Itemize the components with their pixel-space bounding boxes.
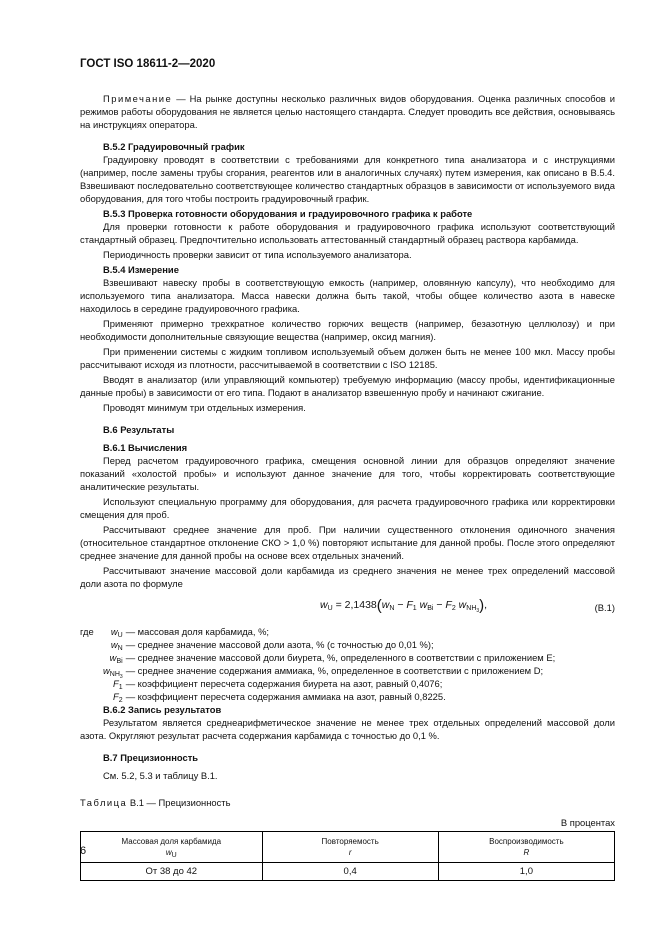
paragraph: Используют специальную программу для оборудования, для расчета градуировочного графика или корректировки смещения для проб.	[80, 496, 615, 520]
where-item	[80, 625, 555, 638]
table-unit: В процентах	[560, 817, 615, 828]
note-text: — На рынке доступны несколько различных видов оборудования. Оценка различных способов и режимов работы оборудования не является целью настоящего стандарта. Следует проводить все действия, основываясь на инструкциях оператора.	[80, 93, 615, 130]
table-cell: 1,0	[438, 863, 614, 881]
paragraph: Периодичность проверки зависит от типа используемого анализатора.	[103, 249, 412, 260]
symbol-wnh3: $w_{NH_3}$	[103, 665, 123, 680]
table-header-cell: Массовая доля карбамида $w_U$	[81, 832, 263, 863]
paragraph: Проводят минимум три отдельных измерения.	[103, 402, 306, 413]
section-heading-b6: В.6 Результаты	[103, 424, 175, 435]
table-cell: От 38 до 42	[81, 863, 263, 881]
where-text: — среднее значение массовой доли биурета, %, определенного в соответствии с приложением Е;	[125, 652, 556, 663]
paragraph: Рассчитывают среднее значение для проб. При наличии существенного отклонения одиночного значения (относительное стандартное отклонение СКО > 1,0 %) повторяют испытание для данной пробы. После этого определяют среднее значение для данной пробы на основе всех отдельных значений.	[80, 524, 615, 561]
where-text: — массовая доля карбамида, %;	[125, 626, 270, 637]
where-item	[80, 638, 555, 651]
section-heading-b61: В.6.1 Вычисления	[103, 442, 188, 453]
note-label: Примечание	[103, 93, 173, 104]
table-row	[81, 863, 615, 881]
symbol-wu: $w_U$	[110, 626, 123, 639]
page-body	[80, 92, 615, 881]
formula-number: (В.1)	[594, 602, 615, 613]
table-header-cell	[438, 832, 614, 863]
section-heading-b53: В.5.3 Проверка готовности оборудования и градуировочного графика к работе	[103, 208, 473, 219]
document-header: ГОСТ ISO 18611-2—2020	[80, 58, 216, 70]
note	[80, 92, 615, 131]
header-label: Воспроизводимость	[489, 837, 564, 846]
header-label: Повторяемость	[321, 837, 379, 846]
section-heading-b52: В.5.2 Градуировочный график	[103, 141, 245, 152]
where-item	[80, 651, 555, 664]
header-label: Массовая доля карбамида	[121, 837, 222, 846]
where-list	[80, 625, 555, 703]
where-item	[80, 664, 555, 677]
symbol-f1: $F_1$	[113, 678, 123, 691]
symbol-f2: $F_2$	[113, 691, 123, 704]
formula-expression: $w_U = 2,1438(w_N - F_1$ $w_{Bi} - F_2$ $w_{NH_3}$),	[320, 597, 488, 614]
paragraph: Перед расчетом градуировочного графика, смещения основной линии для образцов определяют значение показаний «холостой пробы» и используют данное значение для того, чтобы корректировать соответствующие аналитические результаты.	[80, 455, 615, 492]
table-header-row	[81, 832, 615, 863]
paragraph: Взвешивают навеску пробы в соответствующую емкость (например, оловянную капсулу), что необходимо для используемого типа анализатора. Масса навески должна быть такой, чтобы общее количество азота в навеске находилось в середине градуировочного графика.	[80, 277, 615, 314]
header-symbol: r	[348, 848, 352, 857]
table-caption-label: Таблица	[80, 797, 128, 808]
paragraph: Для проверки готовности к работе оборудования и градуировочного графика используют соответствующий стандартный образец. Предпочтительно использовать аттестованный стандартный образец раствора карбамида.	[80, 221, 615, 245]
symbol-wbi: $w_{Bi}$	[109, 652, 123, 665]
where-text: — среднее значение массовой доли азота, % (с точностью до 0,01 %);	[125, 639, 434, 650]
where-item	[80, 690, 555, 703]
table-caption	[80, 796, 615, 809]
section-heading-b62: В.6.2 Запись результатов	[103, 704, 222, 715]
table-cell: 0,4	[262, 863, 438, 881]
paragraph: При применении системы с жидким топливом используемый объем должен быть не менее 100 мкл. Массу пробы рассчитывают исходя из плотности, рассчитываемой в соответствии с ISO 12185.	[80, 346, 615, 370]
paragraph: Вводят в анализатор (или управляющий компьютер) требуемую информацию (массу пробы, идентификационные данные пробы) в зависимости от его типа. Подают в анализатор взвешенную пробу и начинают сжигание.	[80, 374, 615, 398]
paragraph: Результатом является среднеарифметическое значение не менее трех отдельных определений массовой доли азота. Округляют результат расчета содержания карбамида с точностью до 0,1 %.	[80, 717, 615, 741]
symbol-wn: $w_N$	[110, 639, 123, 652]
table-caption-text: В.1 — Прецизионность	[127, 797, 231, 808]
where-text: — коэффициент пересчета содержания биурета на азот, равный 0,4076;	[125, 678, 443, 689]
where-label: где	[80, 626, 94, 637]
formula-b1	[80, 595, 615, 625]
header-symbol: w	[165, 848, 172, 857]
paragraph: См. 5.2, 5.3 и таблицу В.1.	[103, 770, 218, 781]
paragraph: Градуировку проводят в соответствии с требованиями для конкретного типа анализатора и с инструкциями (например, после замены трубы сгорания, реагентов или в аналогичных случаях) путем измерения, как описано в В.5.4. Взвешивают последовательно соответствующее количество стандартных образцов в зависимости от используемого вида оборудования, для того чтобы построить градуировочный график.	[80, 154, 615, 204]
where-item	[80, 677, 555, 690]
paragraph: Рассчитывают значение массовой доли карбамида из среднего значения не менее трех определений массовой доли азота по формуле	[80, 565, 615, 589]
section-heading-b54: В.5.4 Измерение	[103, 264, 179, 275]
where-text: — коэффициент пересчета содержания аммиака на азот, равный 0,8225.	[125, 691, 446, 702]
paragraph: Применяют примерно трехкратное количество горючих веществ (например, безазотную целлюлозу) и при необходимости дополнительные связующие вещества (например, оксид магния).	[80, 318, 615, 342]
where-text: — среднее значение содержания аммиака, %, определенное в соответствии с приложением D;	[125, 665, 544, 676]
table-header-cell	[262, 832, 438, 863]
page-number: 6	[80, 845, 87, 857]
precision-table	[80, 831, 615, 881]
section-heading-b7: В.7 Прецизионность	[103, 752, 199, 763]
formula-coefficient: = 2,1438	[335, 599, 377, 611]
header-symbol: R	[523, 848, 530, 857]
